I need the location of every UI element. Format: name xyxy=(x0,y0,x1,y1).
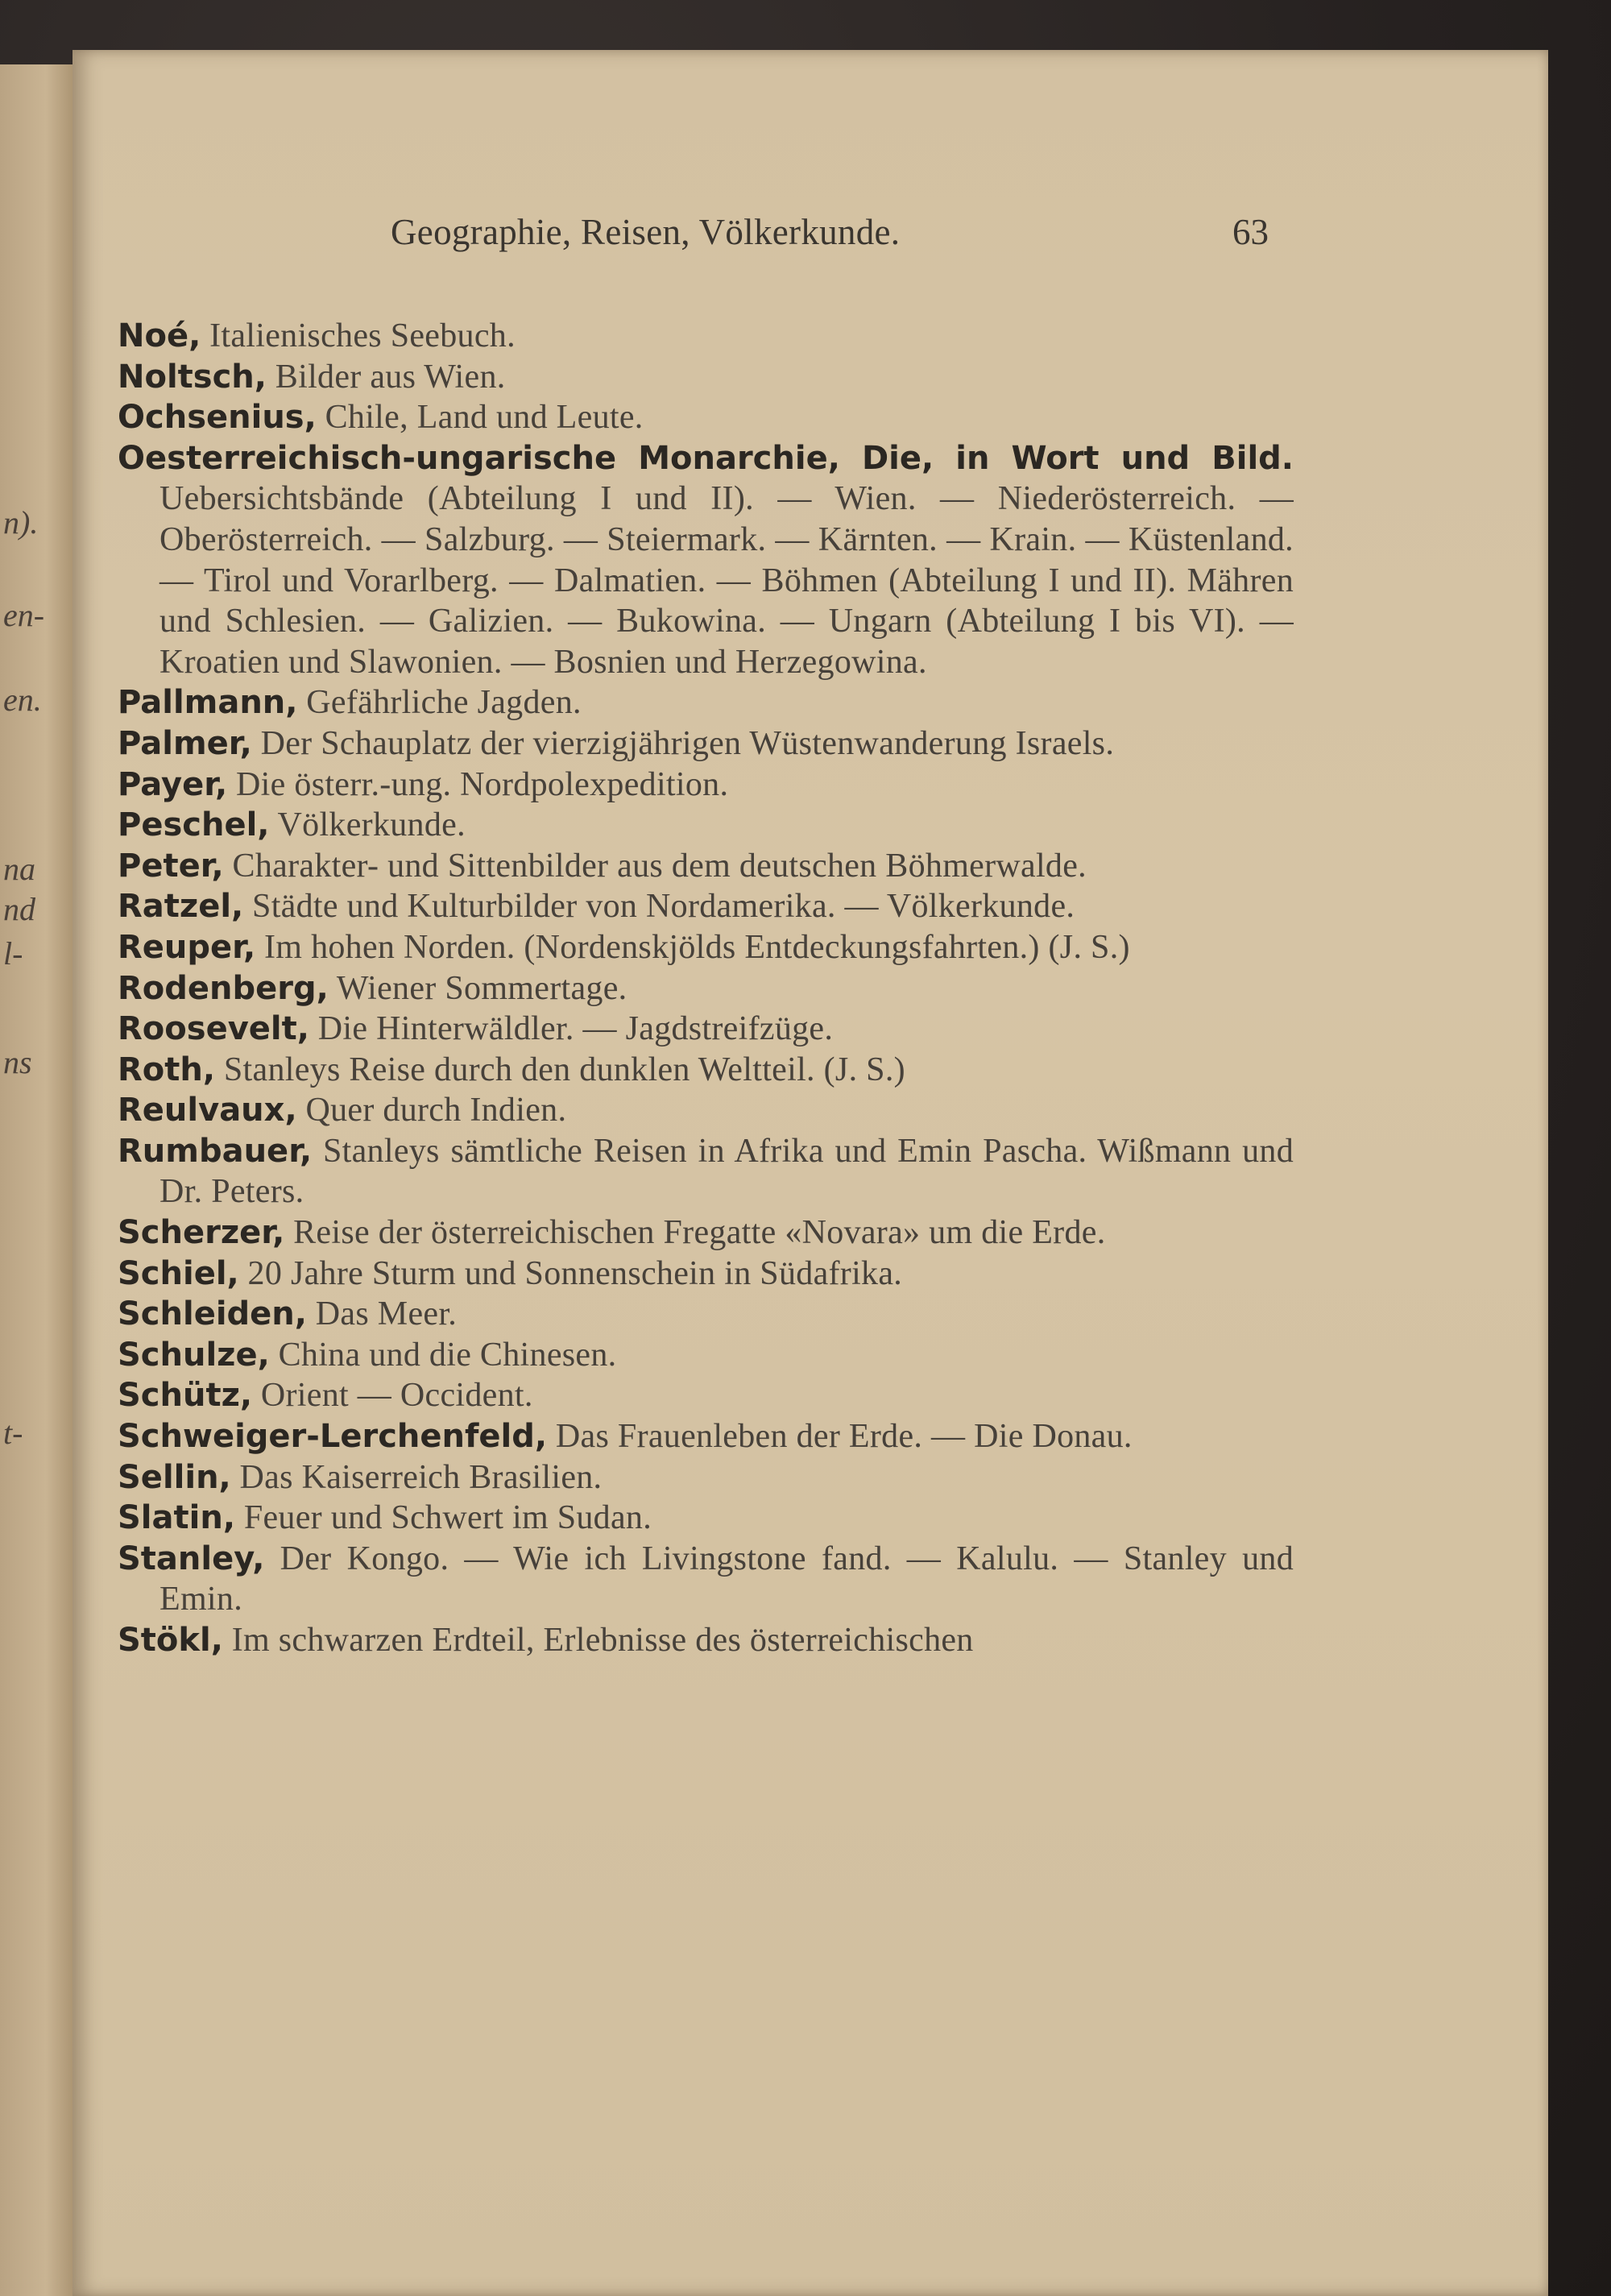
entry-author: Payer, xyxy=(118,765,228,803)
entry-author: Pallmann, xyxy=(118,684,298,722)
prev-page-fragment: t- xyxy=(3,1415,23,1451)
entry-title: 20 Jahre Sturm und Sonnenschein in Südafrika. xyxy=(238,1254,903,1292)
entry-title: Charakter- und Sittenbilder aus dem deutschen Böhmerwalde. xyxy=(223,847,1087,885)
bibliography-entry xyxy=(118,1254,1294,1295)
bibliography-entry xyxy=(118,723,1294,765)
entry-author: Oesterreichisch-ungarische Monarchie, Die, in Wort und Bild. xyxy=(118,439,1294,477)
entry-title: Der Schauplatz der vierzigjährigen Wüstenwanderung Israels. xyxy=(251,724,1115,762)
entry-author: Reulvaux, xyxy=(118,1092,297,1129)
bibliography-entry xyxy=(118,927,1294,968)
entry-author: Scherzer, xyxy=(118,1214,285,1252)
entry-author: Schütz, xyxy=(118,1377,253,1415)
prev-page-fragment: n). xyxy=(3,504,39,541)
entry-title: Stanleys sämtliche Reisen in Afrika und Emin Pascha. Wißmann und Dr. Peters. xyxy=(159,1132,1294,1211)
bibliography-entry xyxy=(118,1539,1294,1620)
bibliography-entry xyxy=(118,1457,1294,1498)
entry-author: Rumbauer, xyxy=(118,1132,313,1170)
entry-author: Roosevelt, xyxy=(118,1010,309,1048)
entry-title: Im schwarzen Erdteil, Erlebnisse des österreichischen xyxy=(222,1622,974,1659)
bibliography-list xyxy=(118,316,1294,1661)
bibliography-entry xyxy=(118,765,1294,806)
entry-title: Die österr.-ung. Nordpolexpedition. xyxy=(227,765,729,803)
bibliography-entry xyxy=(118,397,1294,438)
bibliography-entry xyxy=(118,846,1294,887)
entry-title: Das Kaiserreich Brasilien. xyxy=(230,1458,603,1496)
entry-title: Uebersichtsbände (Abteilung I und II). — Wien. — Niederösterreich. — Oberösterreich. — Salzburg. — Steiermark. — Kärnten. — Krain. — Küstenland. — Tirol und Vorarlberg. — Dalmatien. — Böhmen (Abteilung I und II). Mähren und Schlesien. — Galizien. — Bukowina. — Ungarn (Abteilung I bis VI). — Kroatien und Slawonien. — Bosnien und Herzegowina. xyxy=(159,480,1294,681)
entry-author: Palmer, xyxy=(118,724,252,762)
bibliography-entry xyxy=(118,1335,1294,1376)
entry-title: Die Hinterwäldler. — Jagdstreifzüge. xyxy=(309,1010,834,1048)
entry-title: Orient — Occident. xyxy=(252,1377,533,1415)
entry-author: Stökl, xyxy=(118,1622,223,1659)
entry-title: Völkerkunde. xyxy=(269,806,466,844)
bibliography-entry xyxy=(118,438,1294,683)
page-header xyxy=(72,211,1548,276)
bibliography-entry xyxy=(118,1498,1294,1539)
bibliography-entry xyxy=(118,1131,1294,1212)
entry-title: Feuer und Schwert im Sudan. xyxy=(235,1499,652,1537)
entry-title: Wiener Sommertage. xyxy=(328,969,627,1007)
entry-author: Noé, xyxy=(118,317,201,354)
entry-title: Chile, Land und Leute. xyxy=(316,399,644,437)
entry-author: Ochsenius, xyxy=(118,399,317,437)
bibliography-entry xyxy=(118,682,1294,723)
entry-title: Das Meer. xyxy=(306,1295,458,1333)
entry-author: Schiel, xyxy=(118,1254,239,1292)
prev-page-fragment: en- xyxy=(3,597,45,633)
entry-title: Stanleys Reise durch den dunklen Weltteil. (J. S.) xyxy=(215,1051,905,1088)
entry-author: Schweiger-Lerchenfeld, xyxy=(118,1418,548,1456)
bibliography-entry xyxy=(118,1620,1294,1661)
bibliography-entry xyxy=(118,968,1294,1009)
entry-title: China und die Chinesen. xyxy=(269,1336,617,1374)
bibliography-entry xyxy=(118,1009,1294,1050)
prev-page-fragment: nd xyxy=(3,891,35,927)
entry-title: Reise der österreichischen Fregatte «Novara» um die Erde. xyxy=(284,1214,1106,1252)
bibliography-entry xyxy=(118,886,1294,927)
entry-title: Italienisches Seebuch. xyxy=(201,317,516,354)
entry-author: Reuper, xyxy=(118,928,256,966)
entry-title: Gefährliche Jagden. xyxy=(297,684,582,722)
entry-author: Roth, xyxy=(118,1051,216,1088)
prev-page-fragment: ns xyxy=(3,1044,32,1080)
bibliography-entry xyxy=(118,1050,1294,1091)
entry-title: Quer durch Indien. xyxy=(296,1092,567,1129)
entry-title: Bilder aus Wien. xyxy=(266,358,506,396)
entry-title: Im hohen Norden. (Nordenskjölds Entdeckungsfahrten.) (J. S.) xyxy=(255,928,1130,966)
bibliography-entry xyxy=(118,1294,1294,1335)
bibliography-entry xyxy=(118,357,1294,398)
bibliography-entry xyxy=(118,1416,1294,1457)
entry-title: Städte und Kulturbilder von Nordamerika. — Völkerkunde. xyxy=(243,888,1075,926)
entry-author: Noltsch, xyxy=(118,358,267,396)
bibliography-entry xyxy=(118,1212,1294,1254)
entry-author: Peter, xyxy=(118,847,224,885)
book-page xyxy=(72,50,1548,2296)
entry-author: Stanley, xyxy=(118,1540,265,1577)
entry-author: Ratzel, xyxy=(118,888,244,926)
bibliography-entry xyxy=(118,316,1294,357)
entry-author: Schulze, xyxy=(118,1336,270,1374)
entry-author: Sellin, xyxy=(118,1458,231,1496)
bibliography-entry xyxy=(118,805,1294,846)
running-title: Geographie, Reisen, Völkerkunde. xyxy=(391,212,901,252)
bibliography-entry xyxy=(118,1375,1294,1416)
entry-title: Der Kongo. — Wie ich Livingstone fand. — Kalulu. — Stanley und Emin. xyxy=(159,1540,1294,1618)
bibliography-entry xyxy=(118,1090,1294,1131)
page-number: 63 xyxy=(1232,212,1269,252)
prev-page-fragment: l- xyxy=(3,935,23,972)
previous-page-edge xyxy=(0,64,77,2296)
prev-page-fragment: na xyxy=(3,851,35,887)
entry-author: Peschel, xyxy=(118,806,270,844)
prev-page-fragment: en. xyxy=(3,682,42,718)
entry-title: Das Frauenleben der Erde. — Die Donau. xyxy=(547,1418,1133,1456)
entry-author: Slatin, xyxy=(118,1499,236,1537)
entry-author: Schleiden, xyxy=(118,1295,307,1333)
entry-author: Rodenberg, xyxy=(118,969,329,1007)
